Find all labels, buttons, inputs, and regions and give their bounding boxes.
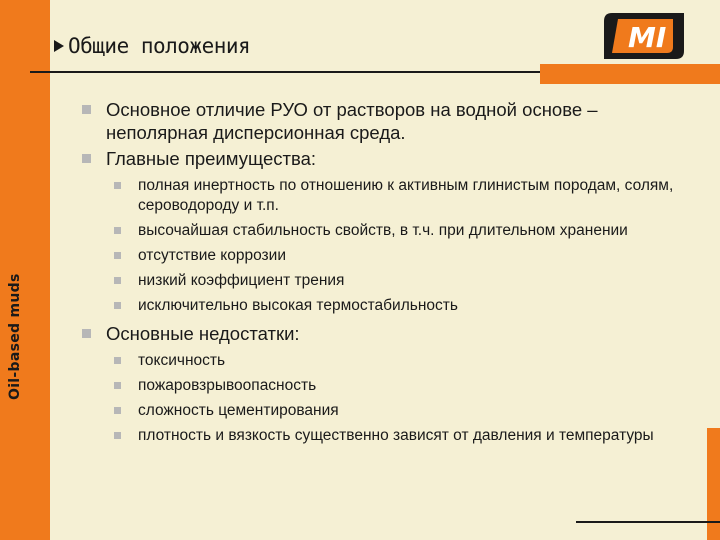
disadvantage-text: токсичность	[138, 352, 226, 369]
list-item	[80, 176, 690, 216]
title-row	[54, 34, 250, 58]
title-underline	[30, 71, 540, 73]
disadvantage-text: пожаровзрывоопасность	[138, 377, 317, 394]
disadvantage-text: сложность цементирования	[138, 402, 339, 419]
advantage-text: отсутствие коррозии	[138, 247, 286, 264]
square-bullet-icon	[114, 252, 121, 259]
header-orange-block	[540, 64, 720, 84]
advantages-list	[80, 176, 690, 316]
advantage-text: полная инертность по отношению к активным глинистым породам, солям, сероводороду и т.п.	[138, 177, 674, 214]
point1-text: Основное отличие РУО от растворов на водной основе – неполярная дисперсионная среда.	[106, 99, 598, 143]
square-bullet-icon	[114, 227, 121, 234]
square-bullet-icon	[82, 105, 91, 114]
right-accent-stripe	[707, 428, 720, 540]
square-bullet-icon	[114, 182, 121, 189]
list-item	[80, 401, 690, 421]
square-bullet-icon	[114, 302, 121, 309]
advantage-text: низкий коэффициент трения	[138, 272, 345, 289]
square-bullet-icon	[114, 382, 121, 389]
bottom-rule	[576, 521, 720, 523]
company-logo	[604, 13, 684, 59]
disadvantages-list	[80, 351, 690, 446]
slide-content	[80, 98, 690, 452]
list-item	[80, 246, 690, 266]
advantages-heading: Главные преимущества:	[106, 148, 317, 169]
logo-text: MI	[628, 21, 667, 54]
advantage-text: исключительно высокая термостабильность	[138, 297, 458, 314]
square-bullet-icon	[114, 277, 121, 284]
advantage-text: высочайшая стабильность свойств, в т.ч. при длительном хранении	[138, 222, 628, 239]
list-item	[80, 376, 690, 396]
title-arrow-icon	[54, 40, 64, 52]
list-item	[80, 296, 690, 316]
square-bullet-icon	[82, 154, 91, 163]
square-bullet-icon	[82, 329, 91, 338]
list-item	[80, 271, 690, 291]
square-bullet-icon	[114, 357, 121, 364]
square-bullet-icon	[114, 407, 121, 414]
list-item	[80, 221, 690, 241]
list-item	[80, 98, 690, 144]
list-item	[80, 351, 690, 371]
slide-title: Общие положения	[68, 34, 251, 58]
list-item	[80, 426, 690, 446]
list-item	[80, 322, 690, 345]
square-bullet-icon	[114, 432, 121, 439]
side-label: Oil-based muds	[7, 273, 23, 400]
disadvantage-text: плотность и вязкость существенно зависят от давления и температуры	[138, 427, 654, 444]
disadvantages-heading: Основные недостатки:	[106, 323, 300, 344]
list-item	[80, 147, 690, 170]
